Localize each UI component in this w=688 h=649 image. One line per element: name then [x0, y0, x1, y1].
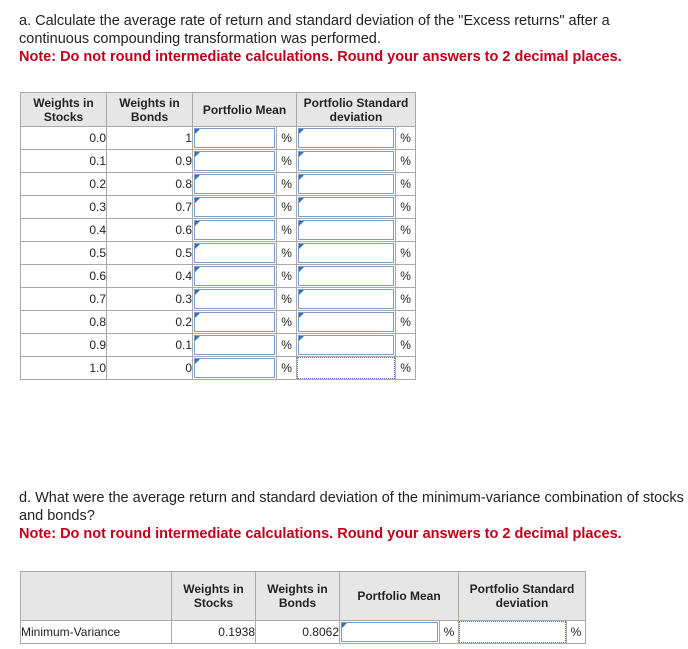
table-row [21, 288, 416, 311]
portfolio-table [20, 92, 416, 380]
min-variance-label: Minimum-Variance [21, 621, 172, 644]
table-row [21, 127, 416, 150]
portfolio-sd-percent: % [396, 357, 416, 380]
portfolio-mean-percent: % [277, 150, 297, 173]
min-variance-row [21, 621, 586, 644]
min-variance-bonds: 0.8062 [256, 621, 340, 644]
header-weights-stocks-d: Weights in Stocks [172, 572, 256, 621]
portfolio-sd-input[interactable] [297, 150, 396, 173]
weight-stocks-cell: 0.2 [21, 173, 107, 196]
portfolio-mean-input[interactable] [193, 311, 277, 334]
header-portfolio-sd: Portfolio Standard deviation [297, 93, 416, 127]
portfolio-mean-input[interactable] [193, 219, 277, 242]
portfolio-mean-input[interactable] [193, 357, 277, 380]
table-row [21, 357, 416, 380]
table-row [21, 311, 416, 334]
question-d [19, 489, 688, 543]
header-portfolio-mean-d: Portfolio Mean [340, 572, 459, 621]
portfolio-mean-input[interactable] [193, 196, 277, 219]
portfolio-mean-percent: % [277, 311, 297, 334]
portfolio-mean-percent: % [277, 265, 297, 288]
weight-stocks-cell: 0.4 [21, 219, 107, 242]
table-row [21, 173, 416, 196]
weight-stocks-cell: 0.0 [21, 127, 107, 150]
weight-bonds-cell: 0 [107, 357, 193, 380]
min-variance-mean-input[interactable] [340, 621, 440, 644]
portfolio-mean-percent: % [277, 173, 297, 196]
table-row [21, 242, 416, 265]
weight-bonds-cell: 0.7 [107, 196, 193, 219]
header-weights-bonds-d: Weights in Bonds [256, 572, 340, 621]
weight-bonds-cell: 0.2 [107, 311, 193, 334]
header-blank [21, 572, 172, 621]
question-d-note: Note: Do not round intermediate calculations. Round your answers to 2 decimal places. [19, 526, 622, 542]
weight-stocks-cell: 1.0 [21, 357, 107, 380]
portfolio-sd-percent: % [396, 173, 416, 196]
header-portfolio-mean: Portfolio Mean [193, 93, 297, 127]
min-variance-stocks: 0.1938 [172, 621, 256, 644]
table-row [21, 150, 416, 173]
portfolio-mean-percent: % [277, 288, 297, 311]
weight-stocks-cell: 0.6 [21, 265, 107, 288]
portfolio-sd-percent: % [396, 196, 416, 219]
portfolio-mean-input[interactable] [193, 265, 277, 288]
weight-stocks-cell: 0.5 [21, 242, 107, 265]
min-variance-header [21, 572, 586, 621]
weight-stocks-cell: 0.3 [21, 196, 107, 219]
header-weights-bonds: Weights in Bonds [107, 93, 193, 127]
weight-bonds-cell: 0.6 [107, 219, 193, 242]
min-variance-sd-input[interactable] [459, 621, 567, 644]
table-row [21, 265, 416, 288]
table-row [21, 334, 416, 357]
portfolio-sd-input[interactable] [297, 196, 396, 219]
min-variance-table [20, 571, 586, 644]
portfolio-mean-input[interactable] [193, 150, 277, 173]
question-a [19, 12, 679, 66]
weight-bonds-cell: 1 [107, 127, 193, 150]
portfolio-sd-input[interactable] [297, 334, 396, 357]
portfolio-sd-percent: % [396, 288, 416, 311]
portfolio-mean-percent: % [277, 127, 297, 150]
portfolio-sd-input[interactable] [297, 357, 396, 380]
portfolio-sd-input[interactable] [297, 127, 396, 150]
question-a-text: a. Calculate the average rate of return and standard deviation of the "Excess returns" after a continuous compounding transformation was performed. [19, 13, 610, 47]
portfolio-sd-percent: % [396, 150, 416, 173]
portfolio-sd-percent: % [396, 311, 416, 334]
portfolio-table-header [21, 93, 416, 127]
portfolio-sd-percent: % [396, 334, 416, 357]
portfolio-mean-percent: % [277, 196, 297, 219]
portfolio-mean-input[interactable] [193, 334, 277, 357]
weight-stocks-cell: 0.1 [21, 150, 107, 173]
header-weights-stocks: Weights in Stocks [21, 93, 107, 127]
portfolio-mean-input[interactable] [193, 288, 277, 311]
min-variance-mean-percent: % [439, 621, 458, 644]
portfolio-mean-input[interactable] [193, 173, 277, 196]
portfolio-mean-percent: % [277, 242, 297, 265]
table-row [21, 196, 416, 219]
weight-stocks-cell: 0.9 [21, 334, 107, 357]
portfolio-sd-percent: % [396, 127, 416, 150]
portfolio-mean-percent: % [277, 357, 297, 380]
portfolio-mean-input[interactable] [193, 127, 277, 150]
portfolio-sd-percent: % [396, 265, 416, 288]
weight-bonds-cell: 0.1 [107, 334, 193, 357]
portfolio-sd-input[interactable] [297, 311, 396, 334]
weight-bonds-cell: 0.4 [107, 265, 193, 288]
weight-stocks-cell: 0.8 [21, 311, 107, 334]
header-portfolio-sd-d: Portfolio Standard deviation [459, 572, 586, 621]
portfolio-sd-input[interactable] [297, 219, 396, 242]
portfolio-sd-input[interactable] [297, 265, 396, 288]
weight-bonds-cell: 0.9 [107, 150, 193, 173]
weight-bonds-cell: 0.8 [107, 173, 193, 196]
weight-bonds-cell: 0.5 [107, 242, 193, 265]
portfolio-mean-percent: % [277, 219, 297, 242]
portfolio-sd-input[interactable] [297, 242, 396, 265]
min-variance-sd-percent: % [566, 621, 585, 644]
portfolio-mean-percent: % [277, 334, 297, 357]
portfolio-sd-input[interactable] [297, 288, 396, 311]
table-row [21, 219, 416, 242]
portfolio-mean-input[interactable] [193, 242, 277, 265]
question-d-text: d. What were the average return and standard deviation of the minimum-variance combination of stocks and bonds? [19, 490, 684, 524]
portfolio-sd-input[interactable] [297, 173, 396, 196]
portfolio-sd-percent: % [396, 242, 416, 265]
portfolio-sd-percent: % [396, 219, 416, 242]
weight-stocks-cell: 0.7 [21, 288, 107, 311]
question-a-note: Note: Do not round intermediate calculations. Round your answers to 2 decimal places. [19, 49, 622, 65]
weight-bonds-cell: 0.3 [107, 288, 193, 311]
